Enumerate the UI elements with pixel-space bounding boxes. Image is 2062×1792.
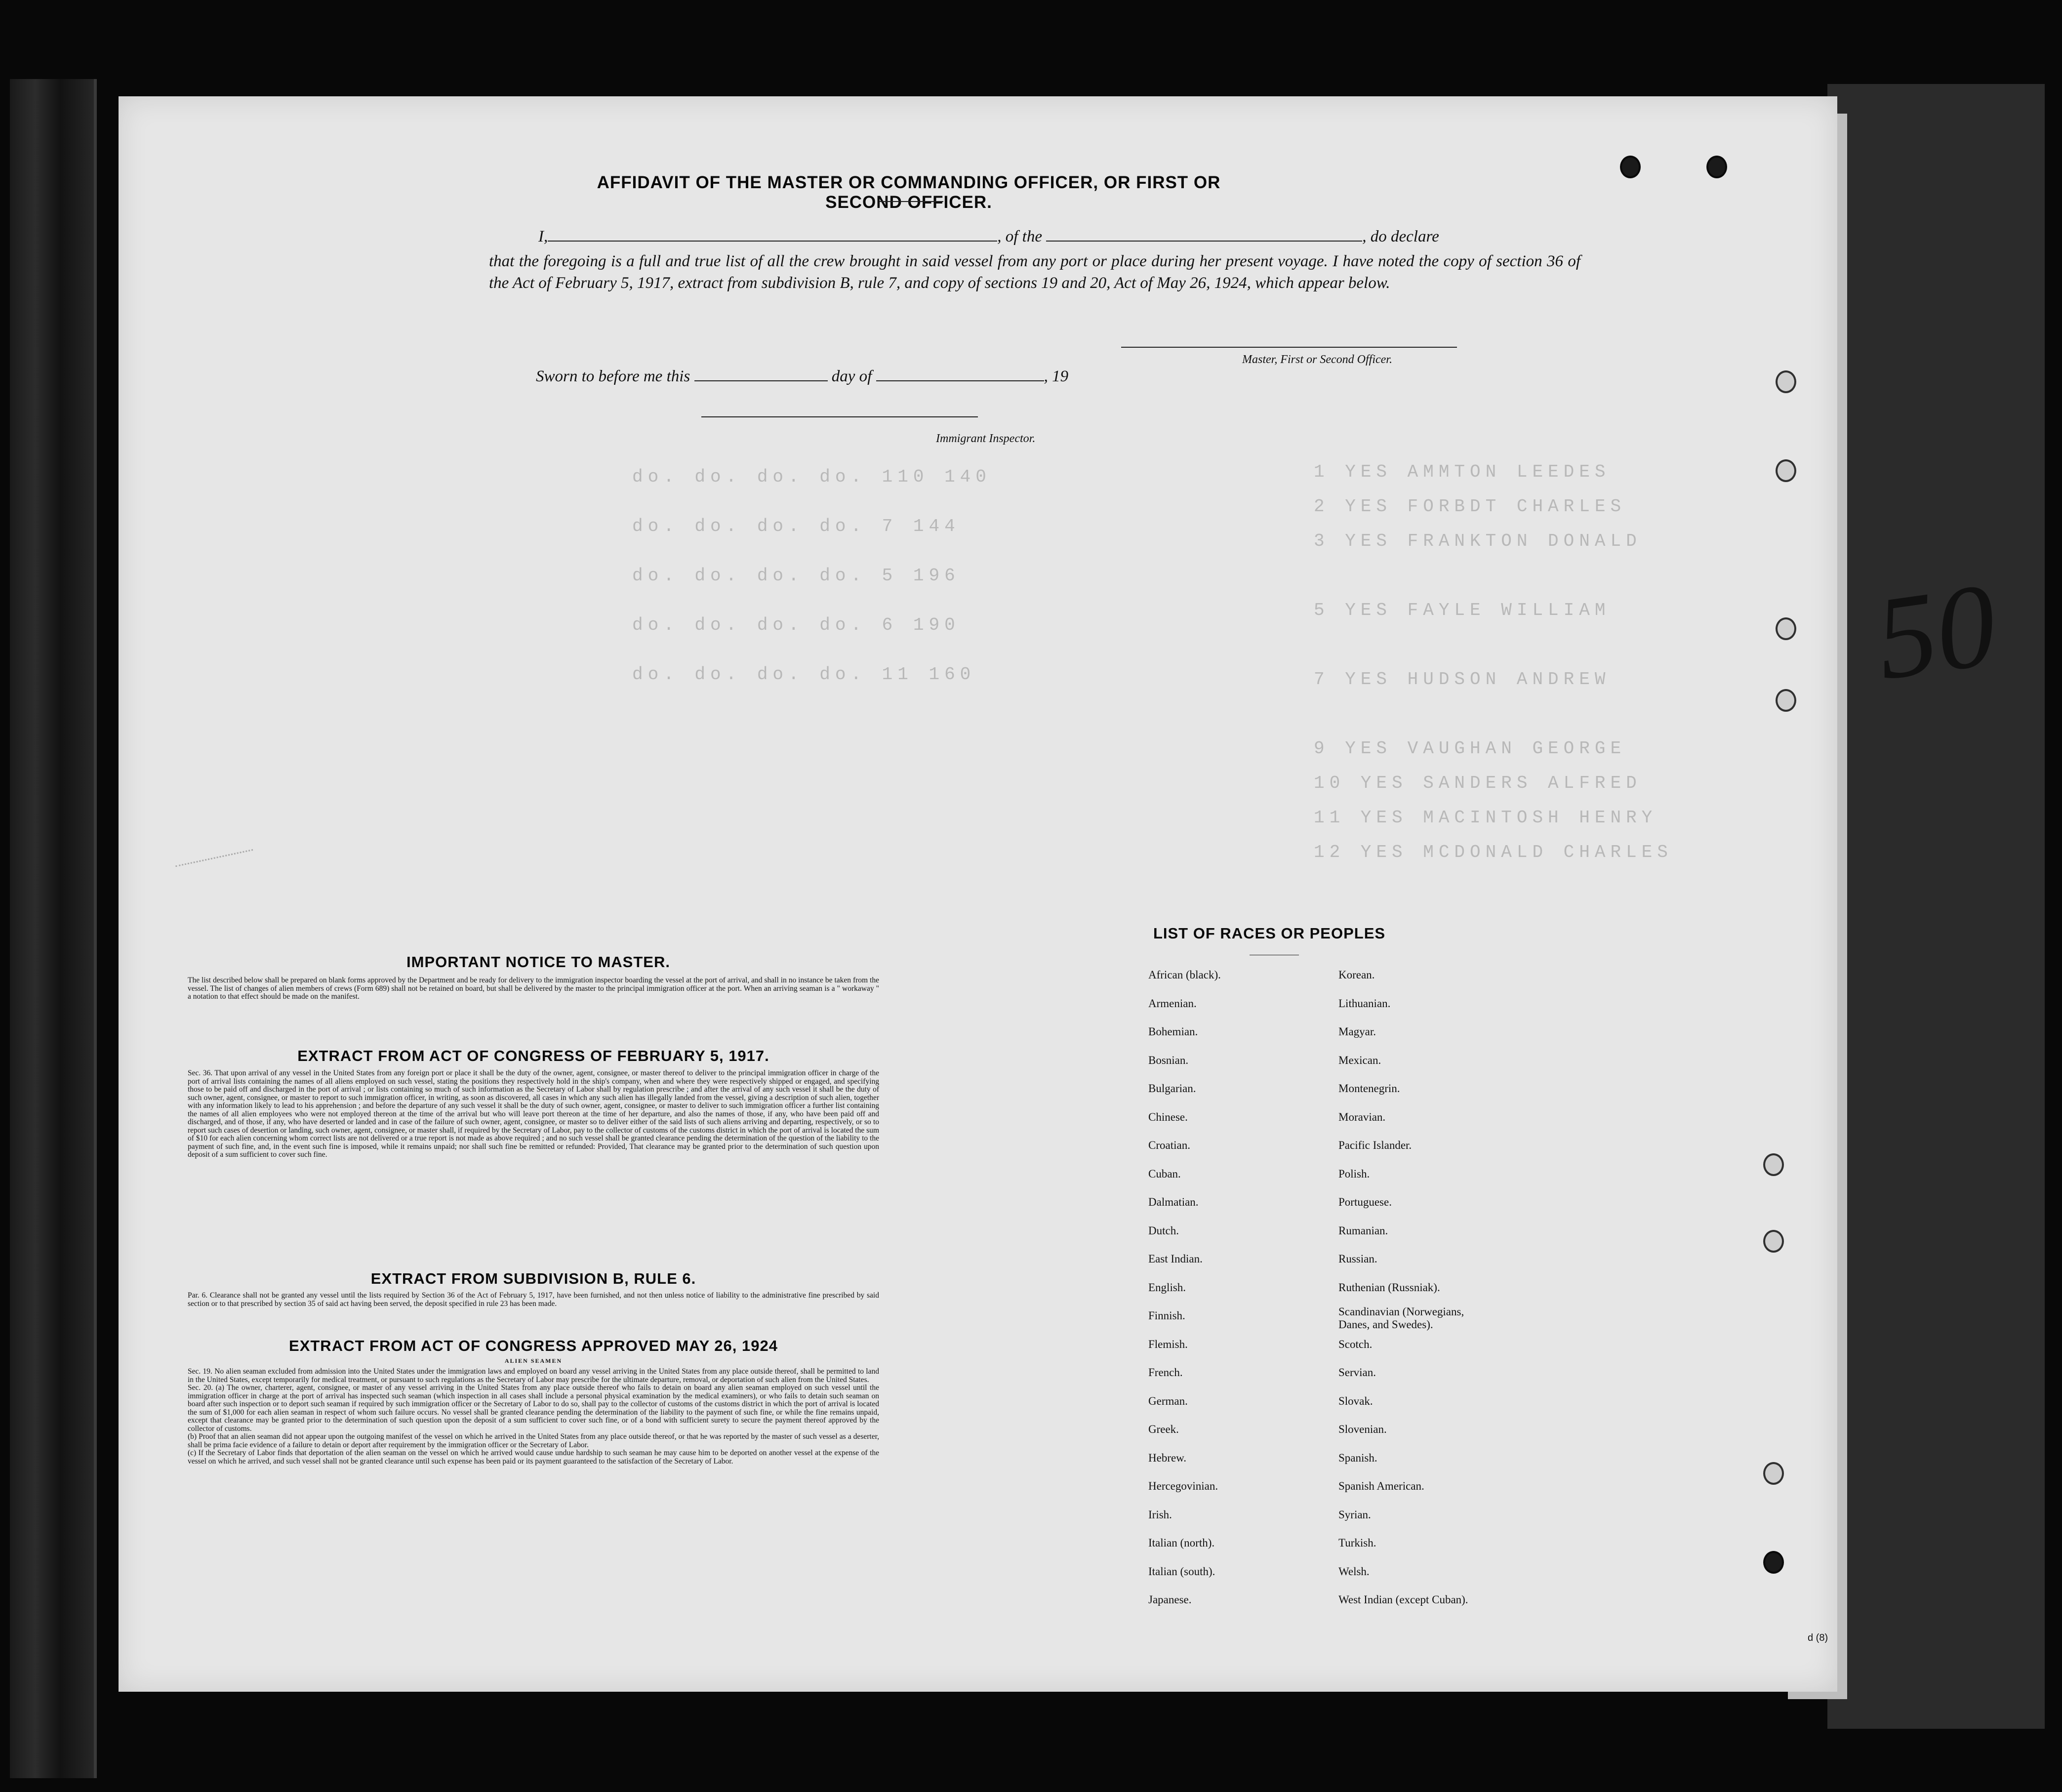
- day-field[interactable]: [694, 366, 828, 381]
- month-field[interactable]: [876, 366, 1044, 381]
- race-item: Croatian.: [1148, 1139, 1190, 1151]
- extract-rule6-body: Par. 6. Clearance shall not be granted any vessel until the lists required by Section 36 of the Act of February 5, 1917, have been furnished, and not then unless notice of liability to the administrative fine prescribed by said section or to that prescribed by section 35 of said act having been served, the deposit specified in rule 23 has been made.: [188, 1291, 879, 1308]
- bleed-through-text: 2 YES FORBDT CHARLES: [1314, 496, 1626, 517]
- race-item: Dutch.: [1148, 1224, 1179, 1237]
- race-item: Russian.: [1338, 1253, 1377, 1265]
- bleed-through-text: 5 YES FAYLE WILLIAM: [1314, 600, 1611, 620]
- bleed-through-text: 7 YES HUDSON ANDREW: [1314, 669, 1611, 690]
- year-label: , 19: [1044, 367, 1069, 385]
- extract-1924-title: EXTRACT FROM ACT OF CONGRESS APPROVED MAY 26, 1924: [289, 1337, 778, 1354]
- race-item: English.: [1148, 1281, 1186, 1294]
- race-item: Turkish.: [1338, 1537, 1376, 1549]
- race-item: Montenegrin.: [1338, 1082, 1400, 1095]
- punch-hole: [1776, 370, 1796, 393]
- race-item: Mexican.: [1338, 1054, 1381, 1066]
- bleed-through-text: 12 YES MCDONALD CHARLES: [1314, 842, 1673, 862]
- extract-1924-subtitle: ALIEN SEAMEN: [504, 1357, 563, 1364]
- race-item: Rumanian.: [1338, 1224, 1388, 1237]
- race-item: Slovak.: [1338, 1394, 1373, 1407]
- race-item: Spanish American.: [1338, 1480, 1424, 1492]
- punch-hole: [1706, 156, 1727, 178]
- affidavit-body: that the foregoing is a full and true list of all the crew brought in said vessel from any port or place during her present voyage. I have noted the copy of section 36 of the Act of February 5, 1917, extract from subdivision B, rule 7, and copy of sections 19 and 20, Act of May 26, 1924, which appear below.: [489, 252, 1580, 292]
- race-item: Scandinavian (Norwegians, Danes, and Swedes).: [1338, 1305, 1464, 1331]
- race-item: Japanese.: [1148, 1593, 1192, 1606]
- race-item: Irish.: [1148, 1508, 1172, 1521]
- race-item: Polish.: [1338, 1167, 1370, 1180]
- bleed-through-text: do. do. do. do. 5 196: [632, 566, 960, 586]
- title-rule: [879, 201, 943, 202]
- extract-1924-body: [188, 1368, 879, 1466]
- affidavit-title: AFFIDAVIT OF THE MASTER OR COMMANDING OFFICER, OR FIRST OR SECOND OFFICER.: [597, 173, 1221, 212]
- race-item: Welsh.: [1338, 1565, 1370, 1578]
- extract-1917-body: Sec. 36. That upon arrival of any vessel in the United States from any foreign port or place it shall be the duty of the owner, agent, consignee, or master thereof to deliver to the principal immigration officer in charge of the port of arrival lists containing the names of all aliens employed on such vessel, stating the positions they respectively hold in the ship's company, when and where they were respectively shipped or engaged, and specifying those to be paid off and discharged in the port of arrival ; or lists containing so much of such information as the Secretary of Labor shall by regulation prescribe ; and after the arrival of any such vessel it shall be the duty of such owner, agent, consignee, or master to report to such immigration officer, in writing, as soon as discovered, all cases in which any such alien has illegally landed from the vessel, giving a description of such alien, together with any information likely to lead to his apprehension ; and before the departure of any such vessel it shall be the duty of such owner, agent, consignee, or master to deliver to such immigration officer a further list containing the names of all alien employees who were not employed thereon at the time of the arrival but who will leave port thereon at the time of her departure, and also the names of those, if any, who have been paid off and discharged, and of those, if any, who have deserted or landed and in case of the failure of such owner, agent, consignee, or master so to deliver either of the said lists of such aliens arriving and departing, respectively, or so to report such cases of desertion or landing, such owner, agent, consignee, or master shall, if required by the Secretary of Labor, pay to the collector of customs of the customs district in which the port of arrival is located the sum of $10 for each alien concerning whom correct lists are not delivered or a true report is not made as above required ; and no such vessel shall be granted clearance pending the determination of the question of the liability to the payment of such fine, and, in the event such fine is imposed, while it remains unpaid; nor shall such fine be remitted or refunded: Provided, That clearance may be granted prior to the determination of such question upon deposit of a sum sufficient to cover such fine.: [188, 1069, 879, 1159]
- race-item: Finnish.: [1148, 1309, 1185, 1322]
- handwritten-mark: 50: [1868, 558, 2004, 705]
- day-of-label: day of: [831, 367, 872, 385]
- race-item: Italian (north).: [1148, 1537, 1215, 1549]
- sworn-line: [536, 366, 1068, 387]
- race-item: Scotch.: [1338, 1338, 1373, 1350]
- extract-rule6-title: EXTRACT FROM SUBDIVISION B, RULE 6.: [370, 1270, 696, 1287]
- race-item: Chinese.: [1148, 1110, 1188, 1123]
- punch-hole: [1763, 1153, 1784, 1176]
- section-20b: (b) Proof that an alien seaman did not appear upon the outgoing manifest of the vessel on which he arrived in the United States from any place outside thereof, or that he was reported by the master of such vessel as a deserter, shall be prima facie evidence of a failure to detain or deport after requirement by the immigration officer or the Secretary of Labor.: [188, 1432, 879, 1449]
- race-item: Pacific Islander.: [1338, 1139, 1412, 1151]
- section-19: Sec. 19. No alien seaman excluded from admission into the United States under the immigration laws and employed on board any vessel arriving in the United States from any place outside thereof, shall be permitted to land in the United States, except temporarily for medical treatment, or pursuant to such regulations as the Secretary of Labor may prescribe for the ultimate departure, removal, or deportation of such alien from the United States.: [188, 1367, 879, 1384]
- race-item: Ruthenian (Russniak).: [1338, 1281, 1440, 1294]
- races-right-column: [1338, 961, 1487, 1614]
- form-code: d (8): [1808, 1632, 1828, 1643]
- name-field[interactable]: [548, 226, 997, 242]
- punch-hole: [1620, 156, 1641, 178]
- race-item: Bulgarian.: [1148, 1082, 1196, 1095]
- race-item: West Indian (except Cuban).: [1338, 1593, 1468, 1606]
- faint-stamp-mark: [175, 849, 259, 896]
- affidavit-declaration-line: [538, 226, 1580, 247]
- race-item: Lithuanian.: [1338, 997, 1391, 1010]
- race-item: Dalmatian.: [1148, 1196, 1199, 1208]
- inspector-signature-line[interactable]: [701, 416, 978, 417]
- race-item: African (black).: [1148, 969, 1221, 981]
- race-item: Moravian.: [1338, 1110, 1386, 1123]
- notice-title: IMPORTANT NOTICE TO MASTER.: [406, 953, 670, 971]
- master-signature-line[interactable]: [1121, 347, 1457, 348]
- race-item: Servian.: [1338, 1366, 1376, 1379]
- binder-spine: [10, 79, 97, 1778]
- race-item: Italian (south).: [1148, 1565, 1215, 1578]
- back-page: [1827, 84, 2045, 1729]
- section-20c: (c) If the Secretary of Labor finds that deportation of the alien seaman on the vessel on which he arrived would cause undue hardship to such seaman he may cause him to be deported on another vessel at the expense of the vessel on which he arrived, and such vessel shall not be granted clearance until such expense has been paid or its payment guaranteed to the satisfaction of the Secretary of Labor.: [188, 1449, 879, 1466]
- bleed-through-text: 10 YES SANDERS ALFRED: [1314, 773, 1642, 793]
- bleed-through-text: 1 YES AMMTON LEEDES: [1314, 462, 1611, 482]
- punch-hole: [1776, 689, 1796, 712]
- bleed-through-text: 3 YES FRANKTON DONALD: [1314, 531, 1642, 551]
- bleed-through-text: 11 YES MACINTOSH HENRY: [1314, 808, 1658, 828]
- section-20a: Sec. 20. (a) The owner, charterer, agent, consignee, or master of any vessel arriving in the United States from any place outside thereof who fails to detain on board any alien seaman employed on such vessel until the immigration officer in charge at the port of arrival has inspected such seaman (which inspection in all cases shall include a personal physical examination by the medical examiners), or who fails to detain such seaman on board after such inspection or to deport such seaman if required by such immigration officer or the Secretary of Labor to do so, shall pay to the collector of customs of the customs district in which the port of arrival is located the sum of $1,000 for each alien seaman in respect of whom such failure occurs. No vessel shall be granted clearance pending the determination of the liability to the payment of such fine, or while the fine remains unpaid, except that clearance may be granted prior to the determination of such question upon the deposit of a sum sufficient to cover such fine, or of a bond with sufficient surety to secure the payment thereof approved by the collector of customs.: [188, 1384, 879, 1433]
- punch-hole: [1763, 1551, 1784, 1574]
- notice-body: The list described below shall be prepared on blank forms approved by the Department and be ready for delivery to the immigration inspector boarding the vessel at the port of arrival, and shall in no instance be taken from the vessel. The list of changes of alien members of crews (Form 689) shall not be retained on board, but shall be delivered by the master to the principal immigration officer at the port. When an arriving seaman is a " workaway " a notation to that effect should be made on the manifest.: [188, 976, 879, 1001]
- race-item: East Indian.: [1148, 1253, 1203, 1265]
- bleed-through-text: do. do. do. do. 11 160: [632, 664, 976, 685]
- race-item: Greek.: [1148, 1423, 1179, 1435]
- master-signature-label: Master, First or Second Officer.: [1242, 353, 1392, 366]
- race-item: German.: [1148, 1394, 1188, 1407]
- race-item: Hercegovinian.: [1148, 1480, 1218, 1492]
- vessel-field[interactable]: [1046, 226, 1362, 242]
- race-item: Korean.: [1338, 969, 1375, 981]
- form-page: [119, 96, 1837, 1692]
- sworn-label: Sworn to before me this: [536, 367, 690, 385]
- i-label: I,: [538, 228, 548, 245]
- inspector-signature-label: Immigrant Inspector.: [936, 432, 1036, 445]
- race-item: Cuban.: [1148, 1167, 1181, 1180]
- race-item: Portuguese.: [1338, 1196, 1392, 1208]
- extract-1917-title: EXTRACT FROM ACT OF CONGRESS OF FEBRUARY 5, 1917.: [297, 1047, 769, 1064]
- bleed-through-text: do. do. do. do. 6 190: [632, 615, 960, 635]
- race-item: Bosnian.: [1148, 1054, 1189, 1066]
- races-title: LIST OF RACES OR PEOPLES: [1153, 925, 1386, 942]
- of-the-label: , of the: [997, 228, 1042, 245]
- do-declare-label: , do declare: [1362, 228, 1439, 245]
- punch-hole: [1763, 1230, 1784, 1253]
- bleed-through-text: 9 YES VAUGHAN GEORGE: [1314, 738, 1626, 759]
- bleed-through-text: do. do. do. do. 7 144: [632, 516, 960, 536]
- race-item: Flemish.: [1148, 1338, 1188, 1350]
- race-item: Spanish.: [1338, 1451, 1377, 1464]
- race-item: Slovenian.: [1338, 1423, 1387, 1435]
- race-item: French.: [1148, 1366, 1183, 1379]
- punch-hole: [1763, 1462, 1784, 1485]
- races-left-column: [1148, 961, 1221, 1614]
- race-item: Magyar.: [1338, 1025, 1376, 1038]
- race-item: Bohemian.: [1148, 1025, 1198, 1038]
- punch-hole: [1776, 617, 1796, 640]
- race-item: Syrian.: [1338, 1508, 1371, 1521]
- race-item: Hebrew.: [1148, 1451, 1187, 1464]
- punch-hole: [1776, 459, 1796, 482]
- bleed-through-text: do. do. do. do. 110 140: [632, 467, 991, 487]
- race-item: Armenian.: [1148, 997, 1197, 1010]
